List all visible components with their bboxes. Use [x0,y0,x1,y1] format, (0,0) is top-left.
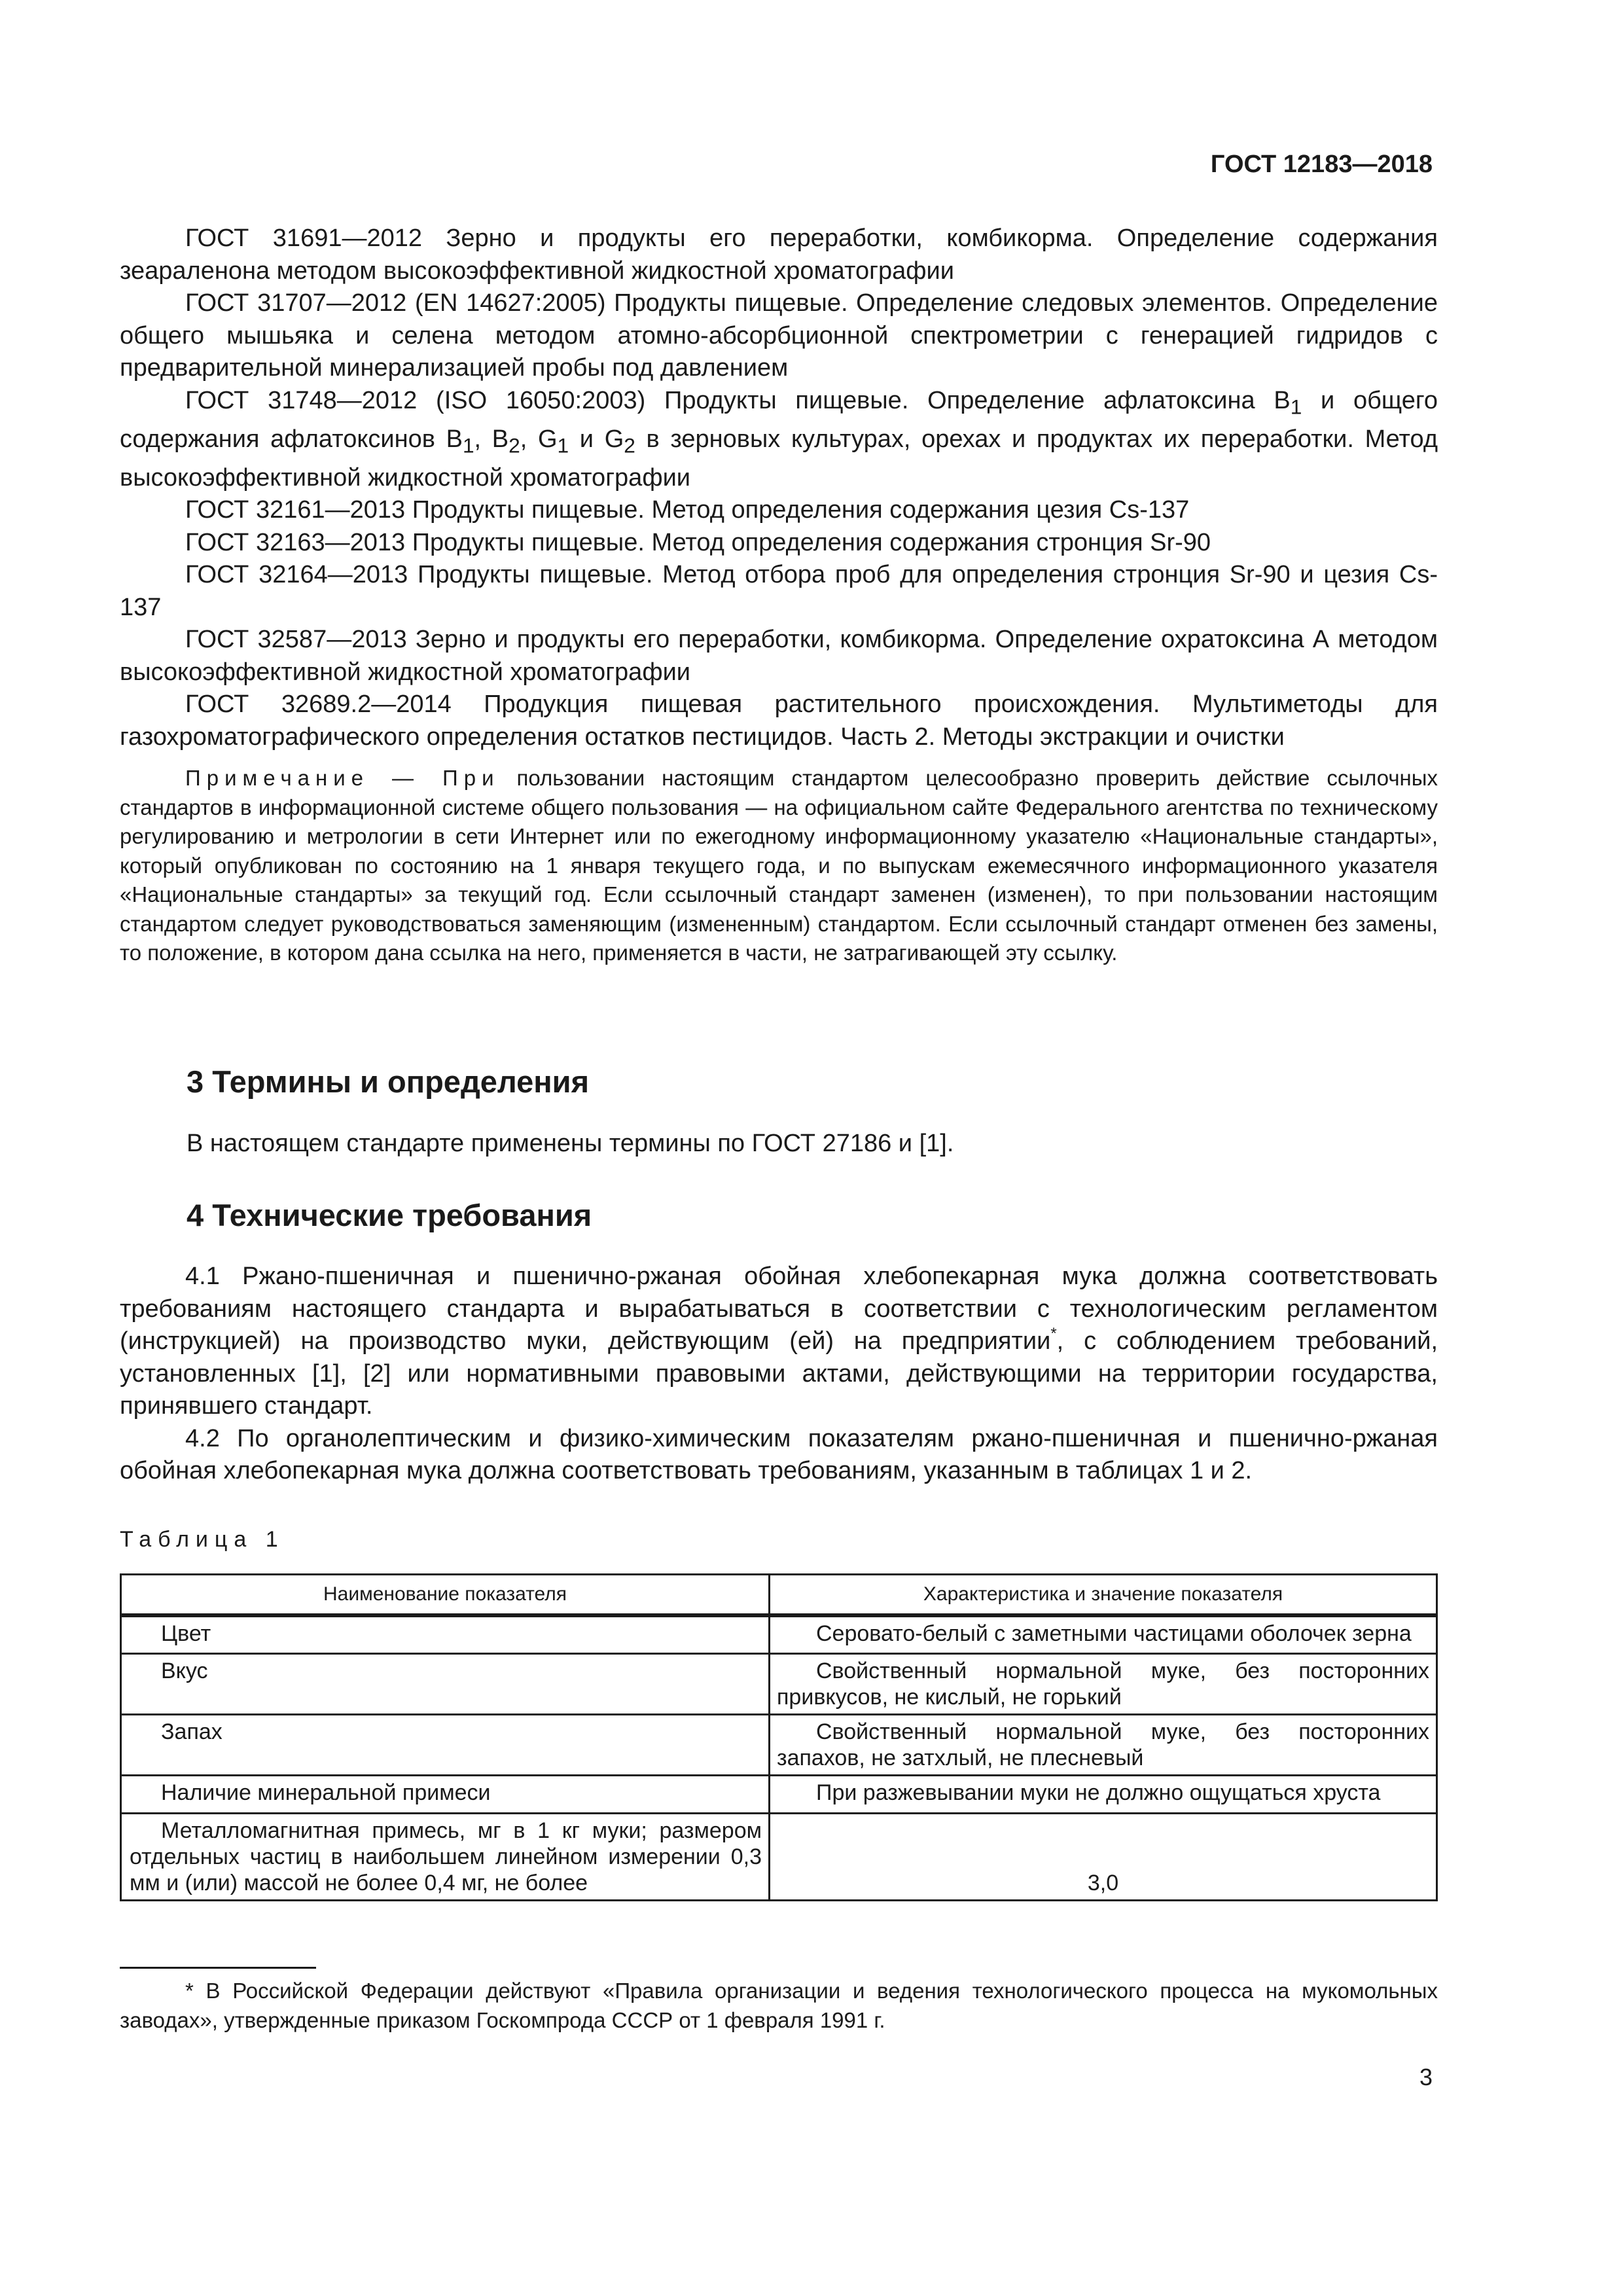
section-3-heading: 3 Термины и определения [187,1064,589,1099]
clause-4-1: 4.1 Ржано-пшеничная и пшенично-ржаная обойная хлебопекарная мука должна соответствовать требованиям настоящего стандарта и вырабатываться в соответствии с технологическим регламентом (инструкцией) на производство муки, действующим (ей) на предприятии*, с соблюдением требований, установленных [1], [2] или нормативными правовыми актами, действующими на территории государства, принявшего стандарт. [120,1263,1438,1420]
table-1-caption: Таблица 1 [120,1527,285,1552]
reference-item: ГОСТ 32164—2013 Продукты пищевые. Метод отбора проб для определения стронция Sr-90 и цезия Cs-137 [120,561,1438,621]
footnote: * В Российской Федерации действуют «Правила организации и ведения технологического процесса на мукомольных заводах», утвержденные приказом Госкомпрода СССР от 1 февраля 1991 г. [120,1979,1438,2032]
indicator-name: Вкус [121,1653,770,1714]
column-header: Характеристика и значение показателя [770,1575,1437,1616]
reference-item: ГОСТ 31691—2012 Зерно и продукты его переработки, комбикорма. Определение содержания зеараленона методом высокоэффективной жидкостной хроматографии [120,224,1438,285]
indicator-value: Свойственный нормальной муке, без посторонних запахов, не затхлый, не плесневый [770,1714,1437,1775]
reference-item: ГОСТ 32587—2013 Зерно и продукты его переработки, комбикорма. Определение охратоксина А методом высокоэффективной жидкостной хроматографии [120,626,1438,686]
reference-item: ГОСТ 32163—2013 Продукты пищевые. Метод определения содержания стронция Sr-90 [185,528,1211,556]
clause-4-2: 4.2 По органолептическим и физико-химическим показателям ржано-пшеничная и пшенично-ржаная обойная хлебопекарная мука должна соответствовать требованиям, указанным в таблицах 1 и 2. [120,1424,1438,1484]
note-text: пользовании настоящим стандартом целесообразно проверить действие ссылочных стандартов в информационной системе общего пользования — на официальном сайте Федерального агентства по техническому регулированию и метрологии в сети Интернет или по ежегодному информационному указателю «Национальные стандарты», который опубликован по состоянию на 1 января текущего года, и по выпускам ежемесячного информационного указателя «Национальные стандарты» за текущий год. Если ссылочный стандарт заменен (изменен), то при пользовании настоящим стандартом следует руководствоваться заменяющим (измененным) стандартом. Если ссылочный стандарт отменен без замены, то положение, в котором дана ссылка на него, применяется в части, не затрагивающей эту ссылку. [120,766,1438,965]
indicator-value: 3,0 [770,1813,1437,1900]
table-row [121,1653,1437,1714]
footnote-separator [120,1967,316,1969]
page-number: 3 [1419,2064,1433,2090]
reference-item: ГОСТ 31748—2012 (ISO 16050:2003) Продукты пищевые. Определение афлатоксина $B_1$ и общего содержания афлатоксинов $B_1$, $B_2$, $G_1$ и $G_2$ в зерновых культурах, орехах и продуктах их переработки. Метод высокоэффективной жидкостной хроматографии [120,386,1438,492]
reference-item: ГОСТ 31707—2012 (EN 14627:2005) Продукты пищевые. Определение следовых элементов. Определение общего мышьяка и селена методом атомно-абсорбционной спектрометрии с генерацией гидридов с предварительной минерализацией пробы под давлением [120,289,1438,382]
indicator-value: Серовато-белый с заметными частицами оболочек зерна [770,1615,1437,1653]
table-header-row [121,1575,1437,1616]
reference-item: ГОСТ 32161—2013 Продукты пищевые. Метод определения содержания цезия Cs-137 [185,496,1190,524]
table-row [121,1813,1437,1900]
table-row [121,1615,1437,1653]
table-1 [120,1573,1438,1901]
document-code-header: ГОСТ 12183—2018 [1210,151,1433,178]
section-4-body [120,1261,1438,1488]
reference-item: ГОСТ 32689.2—2014 Продукция пищевая растительного происхождения. Мультиметоды для газохроматографического определения остатков пестицидов. Часть 2. Методы экстракции и очистки [120,691,1438,751]
section-3-text: В настоящем стандарте применены термины по ГОСТ 27186 и [1]. [187,1130,954,1157]
indicator-name: Металломагнитная примесь, мг в 1 кг муки; размером отдельных частиц в наибольшем линейном измерении 0,3 мм и (или) массой не более 0,4 мг, не более [121,1813,770,1900]
section-4-heading: 4 Технические требования [187,1198,592,1232]
column-header: Наименование показателя [121,1575,770,1616]
indicator-name: Запах [121,1714,770,1775]
footnote-marker: * [1050,1325,1057,1342]
indicator-name: Цвет [121,1615,770,1653]
normative-references [120,223,1438,753]
indicator-name: Наличие минеральной примеси [121,1775,770,1813]
note-label: Примечание — При [185,766,500,790]
note-paragraph [120,764,1438,968]
indicator-value: Свойственный нормальной муке, без посторонних привкусов, не кислый, не горький [770,1653,1437,1714]
table-row [121,1775,1437,1813]
table-row [121,1714,1437,1775]
indicator-value: При разжевывании муки не должно ощущаться хруста [770,1775,1437,1813]
